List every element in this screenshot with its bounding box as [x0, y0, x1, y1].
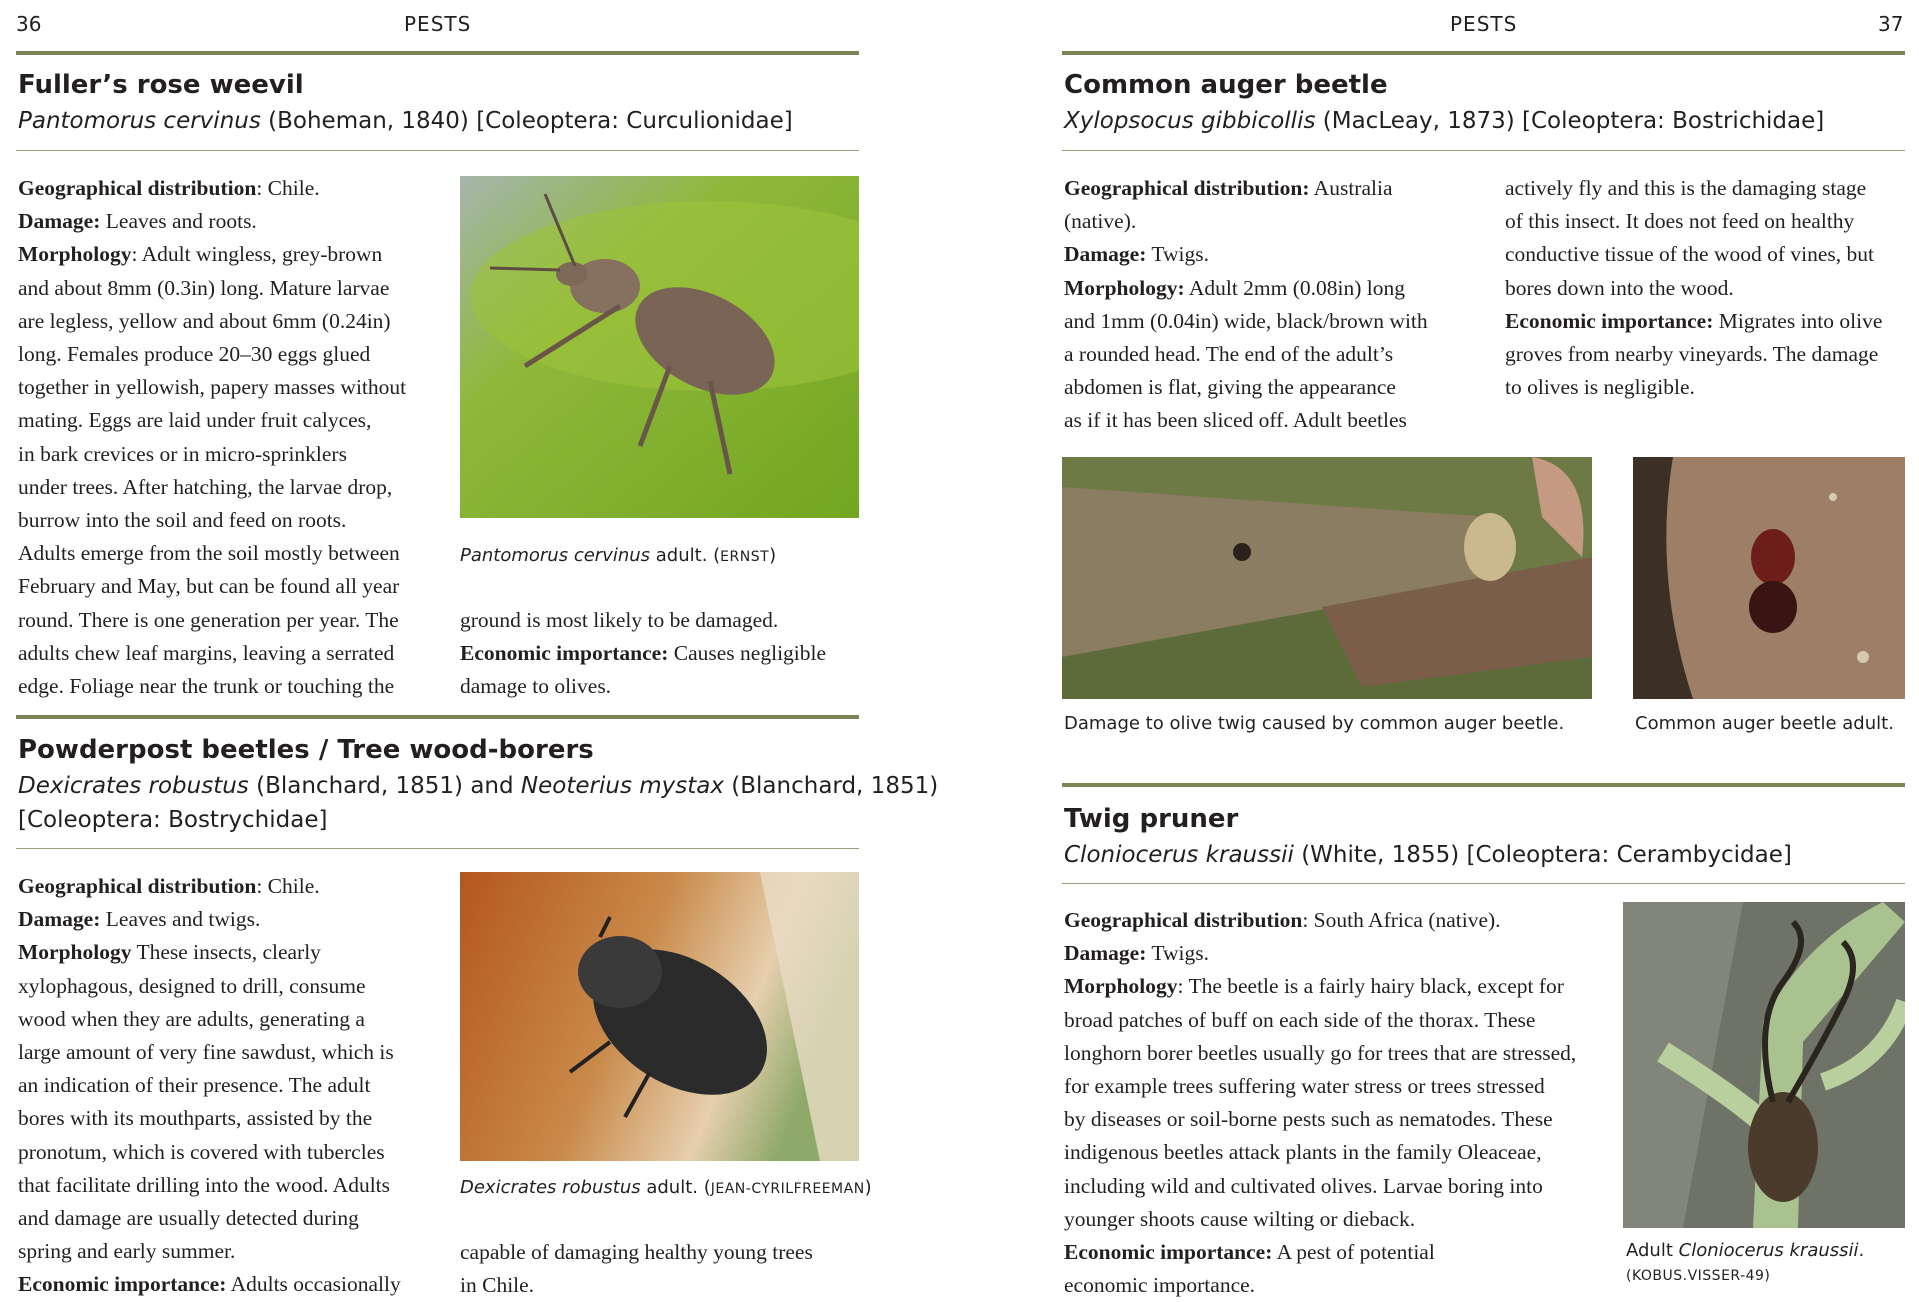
- body-text: Geographical distribution: South Africa (native). Damage: Twigs. Morphology: The beetle is a fairly hairy black, except for broad patches of buff on each side of the thorax. These longhorn borer beetles usually go for trees that are stressed, for example trees suffering water stress or trees stressed by diseases or soil-borne pests such as nematodes. These indigenous beetles attack plants in the family Oleaceae, including wild and cultivated olives. Larvae boring into younger shoots cause wilting or dieback. Economic importance: A pest of potential economic importance.: [1064, 908, 1577, 1298]
- scientific-name: Pantomorus cervinus (Boheman, 1840) [Coleoptera: Curculionidae]: [18, 108, 793, 134]
- header-rule: [16, 51, 859, 55]
- auger-beetle-caption: Common auger beetle adult.: [1635, 713, 1894, 734]
- powderpost-photo-caption: Dexicrates robustus adult. (JEAN-CYRILFREEMAN): [460, 1177, 872, 1198]
- body-text-column-2: ground is most likely to be damaged. Economic importance: Causes negligible damage to olives.: [460, 608, 827, 699]
- body-text-column-1: Geographical distribution: Chile. Damage: Leaves and twigs. Morphology These insects, clearly xylophagous, designed to drill, consume wood when they are adults, generating a large amount of very fine sawdust, which is an indication of their presence. The adult bores with its mouthparts, assisted by the pronotum, which is covered with tubercles that facilitate drilling into the wood. Adults and damage are usually detected during spring and early summer. Economic importance: Adults occasionally: [18, 874, 401, 1297]
- divider: [1062, 883, 1905, 884]
- divider: [16, 848, 859, 849]
- section-title-powderpost-beetles: Powderpost beetles / Tree wood-borers: [18, 735, 594, 765]
- weevil-photo: [460, 176, 859, 518]
- body-text-column-2: capable of damaging healthy young trees in Chile.: [460, 1240, 813, 1298]
- section-title-common-auger-beetle: Common auger beetle: [1064, 70, 1388, 100]
- header-rule: [1062, 51, 1905, 55]
- twig-pruner-photo: [1623, 902, 1905, 1228]
- scientific-classification: [Coleoptera: Bostrychidae]: [18, 807, 328, 833]
- weevil-photo-caption: Pantomorus cervinus adult. (ERNST): [460, 545, 777, 566]
- left-page: [0, 0, 960, 1297]
- right-page: [960, 0, 1919, 1297]
- page-number-left: 36: [16, 12, 42, 36]
- divider: [1062, 150, 1905, 151]
- powderpost-beetle-photo: [460, 872, 859, 1161]
- page-number-right: 37: [1878, 12, 1904, 36]
- body-text-column-2: actively fly and this is the damaging stage of this insect. It does not feed on healthy conductive tissue of the wood of vines, but bores down into the wood. Economic importance: Migrates into olive groves from nearby vineyards. The damage to olives is negligible.: [1505, 176, 1883, 400]
- section-rule: [16, 715, 859, 719]
- running-head-right: PESTS: [1450, 12, 1518, 36]
- running-head-left: PESTS: [404, 12, 472, 36]
- section-rule: [1062, 783, 1905, 787]
- body-text-column-1: Geographical distribution: Chile. Damage: Leaves and roots. Morphology: Adult wingless, grey-brown and about 8mm (0.3in) long. Mature larvae are legless, yellow and about 6mm (0.24in) long. Females produce 20–30 eggs glued together in yellowish, papery masses without mating. Eggs are laid under fruit calyces, in bark crevices or in micro-sprinklers under trees. After hatching, the larvae drop, burrow into the soil and feed on roots. Adults emerge from the soil mostly between February and May, but can be found all year round. There is one generation per year. The adults chew leaf margins, leaving a serrated edge. Foliage near the trunk or touching the: [18, 176, 407, 699]
- twig-pruner-photo-credit: (KOBUS.VISSER-49): [1626, 1268, 1771, 1284]
- scientific-name: Xylopsocus gibbicollis (MacLeay, 1873) [Coleoptera: Bostrichidae]: [1064, 108, 1825, 134]
- section-title-twig-pruner: Twig pruner: [1064, 804, 1239, 834]
- twig-pruner-caption: Adult Cloniocerus kraussii.: [1626, 1240, 1865, 1261]
- scientific-name: Cloniocerus kraussii (White, 1855) [Coleoptera: Cerambycidae]: [1064, 842, 1792, 868]
- body-text-column-1: Geographical distribution: Australia (native). Damage: Twigs. Morphology: Adult 2mm (0.08in) long and 1mm (0.04in) wide, black/brown with a rounded head. The end of the adult’s abdomen is flat, giving the appearance as if it has been sliced off. Adult beetles: [1064, 176, 1428, 433]
- twig-damage-photo: [1062, 457, 1592, 699]
- twig-damage-caption: Damage to olive twig caused by common auger beetle.: [1064, 713, 1565, 734]
- divider: [16, 150, 859, 151]
- scientific-name: Dexicrates robustus (Blanchard, 1851) and Neoterius mystax (Blanchard, 1851): [18, 773, 939, 799]
- auger-beetle-photo: [1633, 457, 1905, 699]
- section-title-fullers-rose-weevil: Fuller’s rose weevil: [18, 70, 304, 100]
